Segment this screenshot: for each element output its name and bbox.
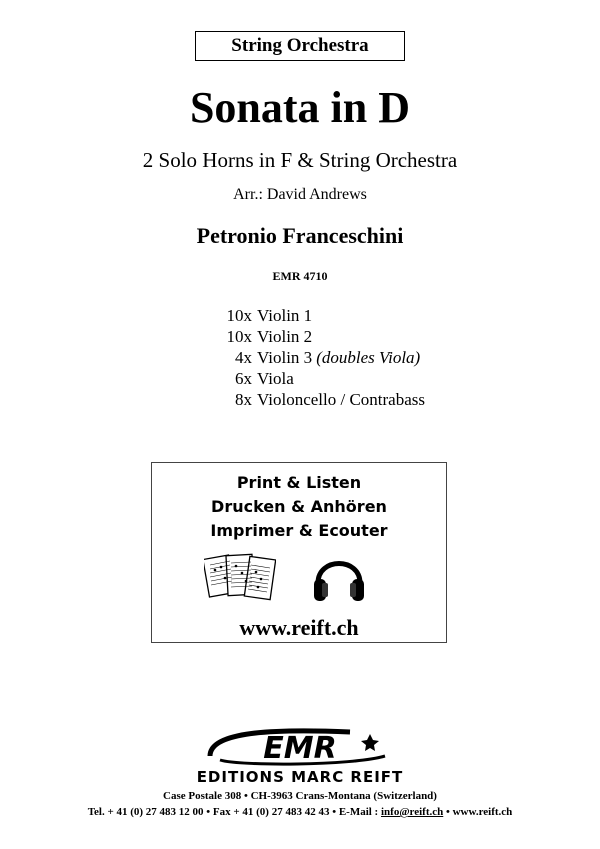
print-listen-box [151,462,447,643]
part-item [208,347,425,368]
part-quantity: 10x [226,306,252,325]
contact-website: • www.reift.ch [443,806,513,818]
promo-line-english: Print & Listen [236,473,362,492]
part-item [208,305,425,326]
part-item [208,326,425,347]
promo-url[interactable]: www.reift.ch [239,615,359,640]
parts-list [208,305,425,410]
part-quantity: 4x [235,348,252,367]
emr-logo [200,726,400,770]
headphones-icon [310,551,368,605]
arranger: Arr.: David Andrews [233,186,367,203]
part-name: Violin 3 [257,348,313,367]
email-link[interactable]: info@reift.ch [380,806,444,818]
sheet-music-icon [204,551,276,607]
part-quantity: 8x [235,390,252,409]
promo-line-french: Imprimer & Ecouter [210,521,388,540]
composer: Petronio Franceschini [196,223,404,248]
catalog-number: EMR 4710 [272,269,328,283]
part-name: Violoncello / Contrabass [257,390,426,409]
part-note: (doubles Viola) [316,348,421,367]
part-quantity: 6x [235,369,252,388]
publisher-address: Case Postale 308 • CH-3963 Crans-Montana (Switzerland) [163,790,437,802]
part-item [208,368,425,389]
page-title: Sonata in D [189,83,411,132]
promo-line-german: Drucken & Anhören [211,497,387,516]
part-name: Viola [257,369,294,388]
logo-text: EMR [263,731,337,766]
part-quantity: 10x [226,327,252,346]
part-name: Violin 2 [257,327,313,346]
series-label: String Orchestra [231,35,369,56]
part-name: Violin 1 [257,306,313,325]
contact-phone-fax: Tel. + 41 (0) 27 483 12 00 • Fax + 41 (0) 27 483 42 43 • E-Mail : [87,806,381,818]
subtitle: 2 Solo Horns in F & String Orchestra [142,148,458,172]
series-label-box [195,31,405,61]
publisher-name: EDITIONS MARC REIFT [196,768,404,786]
part-item [208,389,425,410]
publisher-contact [0,805,600,819]
